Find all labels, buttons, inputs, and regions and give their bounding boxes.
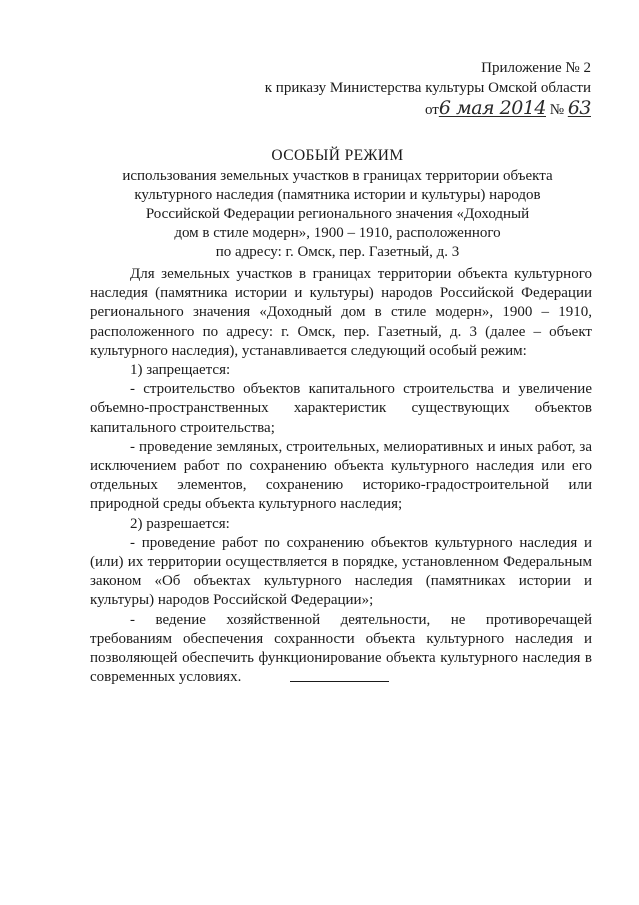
title-line: Российской Федерации регионального значения «Доходный: [145, 206, 530, 222]
order-from-label: от: [424, 102, 439, 118]
title-line: по адресу: г. Омск, пер. Газетный, д. 3: [215, 244, 460, 260]
appendix-header: [265, 58, 591, 120]
order-date-line: [265, 98, 591, 120]
order-number-handwritten: 63: [567, 97, 591, 119]
allowed-item: - проведение работ по сохранению объектов культурного наследия и (или) их территории осуществляется в порядке, установленном Федеральным законом «Об объектах культурного наследия (памятниках истории и культуры) народов Российской Федерации»;: [90, 534, 592, 609]
allowed-item: - ведение хозяйственной деятельности, не противоречащей требованиям обеспечения сохранности объекта культурного наследия и позволяющей обеспечить функционирование объекта культурного наследия в современных условиях.: [90, 611, 592, 686]
order-date-handwritten: 6 мая 2014: [438, 97, 546, 119]
section-allowed-heading: 2) разрешается:: [130, 515, 230, 532]
end-separator-line: [290, 681, 389, 682]
appendix-order-ref: к приказу Министерства культуры Омской области: [264, 80, 591, 96]
title-line: дом в стиле модерн», 1900 – 1910, расположенного: [174, 225, 501, 241]
prohibited-item: - строительство объектов капитального строительства и увеличение объемно-пространственных характеристик существующих объектов капитального строительства;: [90, 381, 592, 436]
title-line: культурного наследия (памятника истории и культуры) народов: [134, 187, 541, 203]
appendix-number: Приложение № 2: [481, 60, 591, 76]
section-prohibited-heading: 1) запрещается:: [130, 362, 231, 379]
title-line: использования земельных участков в границах территории объекта: [122, 168, 553, 184]
intro-paragraph: Для земельных участков в границах территории объекта культурного наследия (памятника истории и культуры) народов Российской Федерации регионального значения «Доходный дом в стиле модерн», 1900 – 1910, расположенного по адресу: г. Омск, пер. Газетный, д. 3 (далее – объект культурного наследия), устанавливается следующий особый режим:: [90, 266, 592, 359]
document-title: [60, 146, 615, 262]
prohibited-item: - проведение земляных, строительных, мелиоративных и иных работ, за исключением работ по сохранению объекта культурного наследия или его отдельных элементов, сохранению историко-градостроительной или природной среды объекта культурного наследия;: [90, 438, 592, 513]
document-body: [90, 265, 592, 687]
title-heading: ОСОБЫЙ РЕЖИМ: [271, 147, 404, 164]
order-number-label: №: [549, 102, 565, 118]
